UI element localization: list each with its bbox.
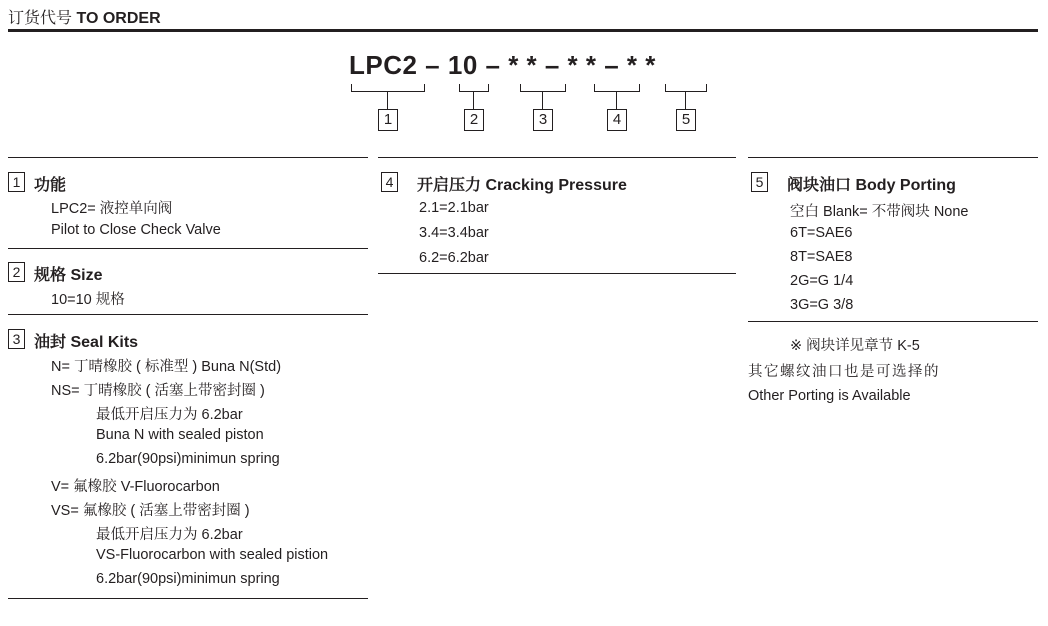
section-num-1: 1 — [8, 172, 25, 192]
section-rule — [378, 273, 736, 274]
function-title-cn: 功能 — [34, 177, 67, 194]
section-num-2: 2 — [8, 262, 25, 282]
header-cn: 订货代号 — [8, 10, 73, 27]
seal-line: Buna N with sealed piston — [96, 427, 264, 443]
cracking-title-cn: 开启压力 — [417, 177, 482, 194]
stem-5 — [685, 91, 686, 109]
seal-line: 6.2bar(90psi)minimun spring — [96, 451, 280, 467]
size-line: 10=10 规格 — [51, 292, 125, 308]
section-rule — [8, 314, 368, 315]
order-code: LPC2 – 10 – * * – * * – * * — [349, 50, 656, 80]
section-title-porting — [787, 172, 956, 195]
porting-title-cn: 阀块油口 — [787, 177, 852, 194]
section-title-seal — [34, 329, 138, 352]
position-box-3: 3 — [533, 109, 553, 131]
position-box-1: 1 — [378, 109, 398, 131]
stem-2 — [473, 91, 474, 109]
bracket-5 — [665, 84, 707, 92]
stem-3 — [542, 91, 543, 109]
header-en: TO ORDER — [76, 10, 161, 27]
seal-title-cn: 油封 — [34, 334, 67, 351]
cracking-line: 6.2=6.2bar — [419, 250, 489, 266]
seal-line: NS= 丁晴橡胶 ( 活塞上带密封圈 ) — [51, 383, 265, 399]
seal-line: N= 丁晴橡胶 ( 标准型 ) Buna N(Std) — [51, 359, 282, 375]
position-box-2: 2 — [464, 109, 484, 131]
position-box-5: 5 — [676, 109, 696, 131]
seal-line: VS= 氟橡胶 ( 活塞上带密封圈 ) — [51, 503, 250, 519]
section-title-cracking — [417, 172, 627, 195]
section-num-3: 3 — [8, 329, 25, 349]
bracket-1 — [351, 84, 425, 92]
function-line: Pilot to Close Check Valve — [51, 222, 221, 238]
porting-note: ※ 阀块详见章节 K-5 — [790, 338, 920, 354]
seal-line: 6.2bar(90psi)minimun spring — [96, 571, 280, 587]
cracking-line: 2.1=2.1bar — [419, 200, 489, 216]
cracking-title-en: Cracking Pressure — [485, 177, 627, 194]
porting-note: 其它螺纹油口也是可选择的 — [748, 364, 940, 380]
seal-line: VS-Fluorocarbon with sealed pistion — [96, 547, 329, 563]
position-box-4: 4 — [607, 109, 627, 131]
section-title-function — [34, 172, 66, 195]
section-num-5: 5 — [751, 172, 768, 192]
size-title-cn: 规格 — [34, 267, 67, 284]
bracket-3 — [520, 84, 566, 92]
seal-line: 最低开启压力为 6.2bar — [96, 407, 243, 423]
section-rule — [8, 598, 368, 599]
seal-line: V= 氟橡胶 V-Fluorocarbon — [51, 479, 220, 495]
col3-top-rule — [748, 157, 1038, 158]
stem-1 — [387, 91, 388, 109]
section-rule — [748, 321, 1038, 322]
stem-4 — [616, 91, 617, 109]
col1-top-rule — [8, 157, 368, 158]
porting-line: 8T=SAE8 — [790, 249, 853, 265]
porting-line: 3G=G 3/8 — [790, 297, 854, 313]
col2-top-rule — [378, 157, 736, 158]
porting-line: 空白 Blank= 不带阀块 None — [790, 204, 969, 220]
porting-title-en: Body Porting — [855, 177, 956, 194]
section-num-4: 4 — [381, 172, 398, 192]
seal-title-en: Seal Kits — [70, 334, 139, 351]
section-title-size — [34, 262, 102, 285]
page-header — [8, 5, 161, 28]
size-title-en: Size — [70, 267, 103, 284]
seal-line: 最低开启压力为 6.2bar — [96, 527, 243, 543]
header-rule — [8, 29, 1038, 32]
bracket-2 — [459, 84, 489, 92]
porting-line: 2G=G 1/4 — [790, 273, 854, 289]
section-rule — [8, 248, 368, 249]
function-line: LPC2= 液控单向阀 — [51, 201, 173, 217]
porting-note: Other Porting is Available — [748, 388, 911, 404]
cracking-line: 3.4=3.4bar — [419, 225, 489, 241]
porting-line: 6T=SAE6 — [790, 225, 853, 241]
bracket-4 — [594, 84, 640, 92]
